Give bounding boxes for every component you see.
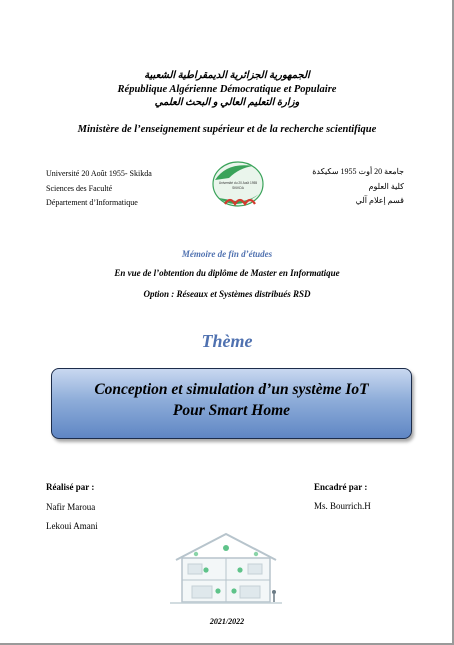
memoire-label: Mémoire de fin d’études [181, 249, 273, 259]
faculty-name-ar: كلية العلوم [368, 181, 404, 191]
logo-text-line1: Université du 20 Août 1955 [218, 181, 258, 185]
supervisor-label: Encadré par : [314, 482, 368, 492]
smart-home-illustration [166, 528, 286, 608]
university-name-ar: جامعة 20 أوت 1955 سكيكدة [312, 167, 404, 176]
academic-year: 2021/2022 [209, 617, 245, 626]
option-line: Option : Réseaux et Systèmes distribués RSD [143, 289, 311, 299]
department-name-ar: قسم إعلام آلي [355, 196, 404, 205]
supervisor-name: Ms. Bourrich.H [314, 501, 371, 511]
university-name-fr: Université 20 Août 1955- Skikda [46, 169, 152, 178]
department-name-fr: Département d’Informatique [46, 198, 138, 207]
degree-line: En vue de l’obtention du diplôme de Master en Informatique [114, 268, 340, 278]
thesis-title-box [51, 368, 412, 439]
logo-text-line2: SKIKDA [232, 186, 244, 190]
university-info-french [46, 167, 152, 211]
thesis-title-line1: Conception et simulation d’un système IoT [94, 381, 369, 398]
faculty-name-fr: Sciences des Faculté [46, 183, 113, 193]
arabic-republic-title: الجمهورية الجزائرية الديمقراطية الشعبية [144, 70, 310, 81]
french-ministry-title: Ministère de l’enseignement supérieur et de la recherche scientifique [77, 124, 377, 135]
authors-label: Réalisé par : [46, 482, 95, 492]
thesis-title-line2: Pour Smart Home [172, 402, 291, 419]
theme-label: Thème [201, 331, 253, 351]
arabic-ministry-title: وزارة التعليم العالي و البحث العلمي [154, 97, 300, 108]
university-info-arabic [312, 165, 404, 209]
university-logo [209, 158, 267, 214]
author-name: Lekoui Amani [46, 521, 98, 531]
author-name: Nafir Maroua [46, 502, 96, 512]
french-republic-title: République Algérienne Démocratique et Populaire [117, 84, 337, 95]
